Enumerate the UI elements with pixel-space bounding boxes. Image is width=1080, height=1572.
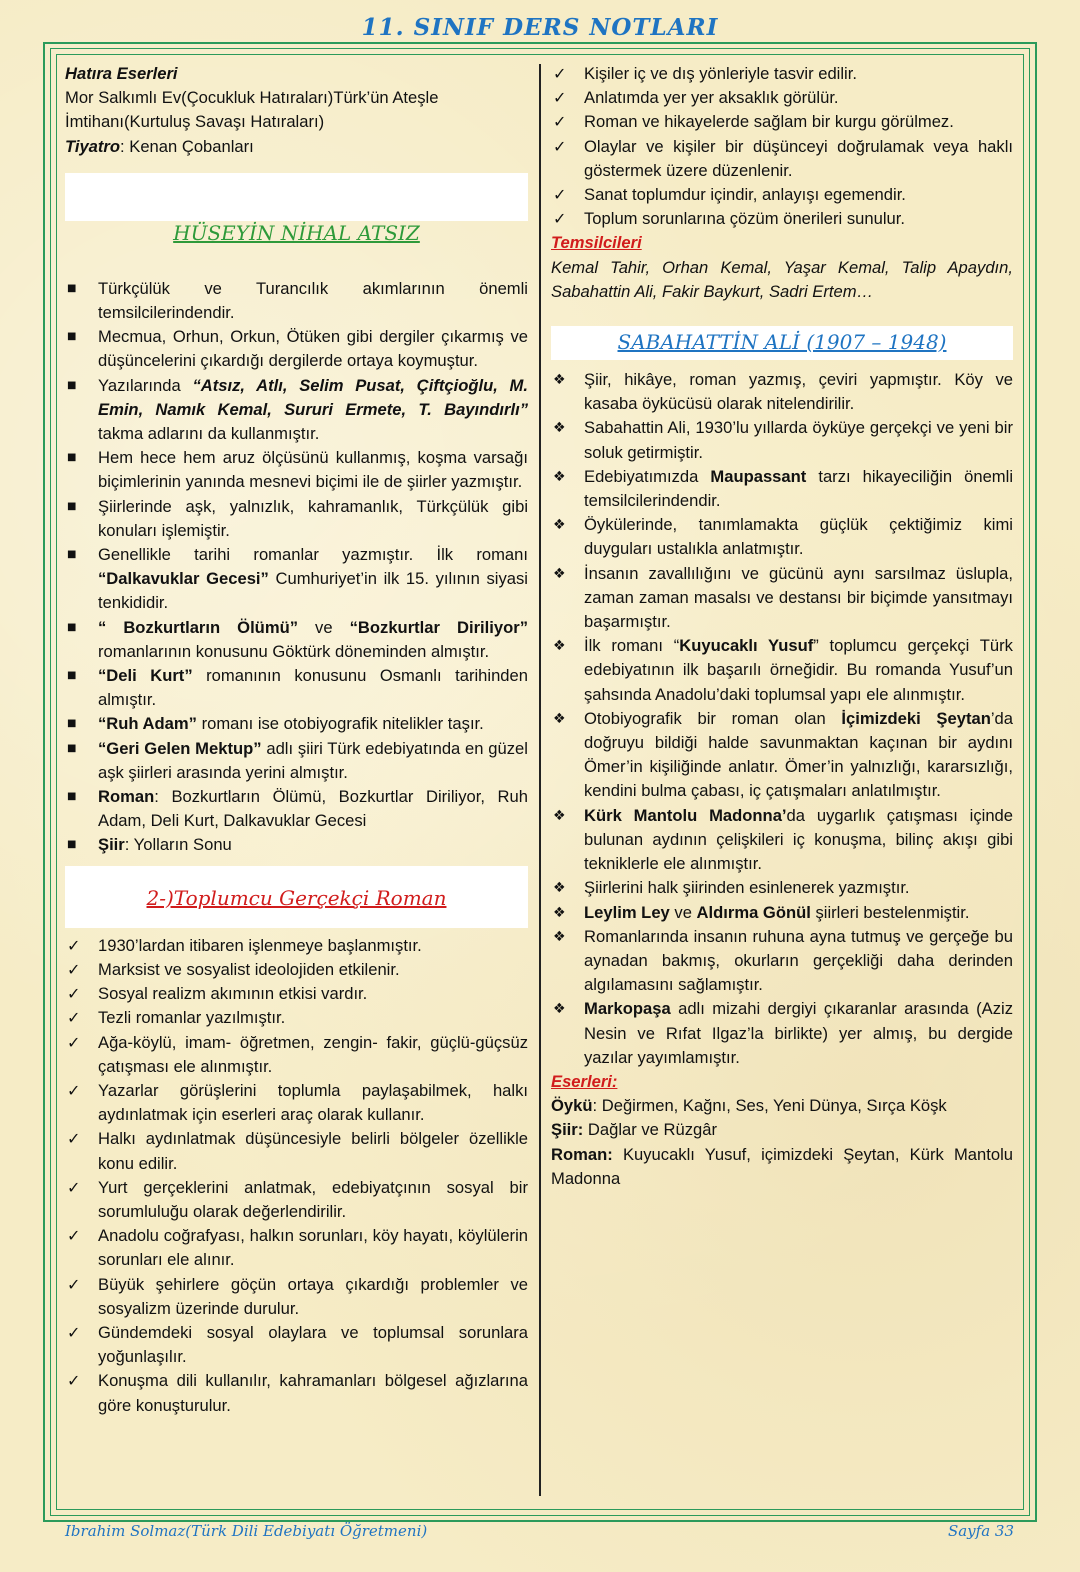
list-item: ❖ Romanlarında insanın ruhuna ayna tutmuş ve gerçeğe bu aynadan bakmış, okurların gerçekliği daha derinden algılamasını sağlamıştır. [553,926,1013,995]
tgr-title-box [65,866,528,928]
tgr-list [65,934,528,1418]
list-item: ■ Şiirlerinde aşk, yalnızlık, kahramanlık, Türkçülük gibi konuları işlemiştir. [67,496,528,540]
hatira-text: Mor Salkımlı Ev(Çocukluk Hatıraları)Türk’ün Ateşle İmtihanı(Kurtuluş Savaşı Hatıraları) [65,88,439,132]
oyku-line: Öykü: Değirmen, Kağnı, Ses, Yeni Dünya, Sırça Köşk [551,1096,947,1116]
footer-page-number: Sayfa 33 [947,1522,1014,1540]
list-item: ■ “Deli Kurt” romanının konusunu Osmanlı tarihinden almıştır. [67,666,528,710]
list-item: ❖ Edebiyatımızda Maupassant tarzı hikayeciliğin önemli temsilcilerindendir. [553,466,1014,511]
page-title: 11. SINIF DERS NOTLARI [361,14,719,41]
atsiz-list [65,277,528,858]
list-item: ✓ Olaylar ve kişiler bir düşünceyi doğrulamak veya haklı göstermek üzere düzenlenir. [553,136,1013,180]
list-item: ✓ Ağa-köylü, imam- öğretmen, zengin- fakir, güçlü-güçsüz çatışması ele alınmıştır. [67,1032,528,1076]
hatira-heading: Hatıra Eserleri [65,64,178,83]
siir-line: Şiir: Dağlar ve Rüzgâr [551,1120,718,1140]
right-column [551,62,1013,1191]
list-item: ✓ Sosyal realizm akımının etkisi vardır. [67,984,368,1004]
sabahattin-title: SABAHATTİN ALİ (1907 – 1948) [617,330,947,355]
list-item: ■ Genellikle tarihi romanlar yazmıştır. İlk romanı “Dalkavuklar Gecesi” Cumhuriyet’in ilk 15. yılının siyasi tenkididir. [67,545,528,613]
temsilciler-label: Temsilcileri [551,233,642,253]
list-item: ✓ Marksist ve sosyalist ideolojiden etkilenir. [67,959,400,979]
list-item: ✓ 1930’lardan itibaren işlenmeye başlanmıştır. [67,935,422,955]
eserleri-label: Eserleri: [551,1071,618,1091]
list-item: ■ Hem hece hem aruz ölçüsünü kullanmış, koşma varsağı biçimlerinin yanında mesnevi biçimi ile de şiirler yazmıştır. [67,448,528,492]
list-item: ❖ İlk romanı “Kuyucaklı Yusuf” toplumcu gerçekçi Türk edebiyatının ilk başarılı örneğidir. Bu romanda Yusuf’un şahsında Anadolu’daki toplumsal yapı ele alınmıştır. [553,636,1013,704]
tgr-title: 2-)Toplumcu Gerçekçi Roman [146,885,447,910]
spacer-box [65,173,528,221]
list-item: ■ Şiir: Yolların Sonu [67,835,232,855]
list-item: ✓ Büyük şehirlere göçün ortaya çıkardığı problemler ve sosyalizm üzerinde durulur. [67,1274,528,1318]
list-item: ❖ Öykülerinde, tanımlamakta güçlük çektiğimiz kimi duyguları ustalıkla anlatmıştır. [553,515,1013,559]
list-item: ✓ Gündemdeki sosyal olaylara ve toplumsal sorunlara yoğunlaşılır. [67,1322,528,1367]
list-item: ✓ Yazarlar görüşlerini toplumla paylaşabilmek, halkı aydınlatmak için eserleri araç olarak kullanır. [67,1080,528,1125]
footer-author: Ibrahim Solmaz(Türk Dili Edebiyatı Öğretmeni) [65,1522,428,1540]
list-item: ■ Mecmua, Orhun, Orkun, Ötüken gibi dergiler çıkarmış ve düşüncelerini çıkardığı dergilerde ortaya koymuştur. [67,327,528,371]
list-item: ■ Roman: Bozkurtların Ölümü, Bozkurtlar Diriliyor, Ruh Adam, Deli Kurt, Dalkavuklar Gecesi [67,787,528,831]
list-item: ❖ Markopaşa adlı mizahi dergiyi çıkaranlar arasında (Aziz Nesin ve Rıfat Ilgaz’la birlikte) yer almış, bu dergide yazılar yayımlamıştır. [553,999,1013,1067]
list-item: ■ “Geri Gelen Mektup” adlı şiiri Türk edebiyatında en güzel aşk şiirleri arasında yerini almıştır. [67,738,528,782]
list-item: ❖ İnsanın zavallılığını ve gücünü aynı sarsılmaz üslupla, zaman zaman masalsı ve destansı bir biçimde yansıtmayı başarmıştır. [553,563,1013,632]
list-item: ✓ Kişiler iç ve dış yönleriyle tasvir edilir. [553,64,857,83]
list-item: ✓ Konuşma dili kullanılır, kahramanları bölgesel ağızlarına göre konuşturulur. [67,1371,528,1415]
list-item: ❖ Otobiyografik bir roman olan İçimizdeki Şeytan’da doğruyu bildiği halde savunmaktan kaçınan bir aydını Ömer’in kişiliğinde anlatır. Ömer’in yalnızlığı, kararsızlığı, kendini bulma çabası, iç çatışmaları anlatılmıştır. [553,708,1013,801]
sabahattin-title-box [551,326,1013,360]
temsilciler-text: Kemal Tahir, Orhan Kemal, Yaşar Kemal, Talip Apaydın, Sabahattin Ali, Fakir Baykurt, Sadri Ertem… [551,257,1013,301]
list-item: ✓ Tezli romanlar yazılmıştır. [67,1008,286,1028]
tgr-list-continued [551,62,1013,231]
list-item: ✓ Anlatımda yer yer aksaklık görülür. [553,88,839,108]
list-item: ■ Türkçülük ve Turancılık akımlarının önemli temsilcilerindendir. [67,278,528,323]
atsiz-title: HÜSEYİN NİHAL ATSIZ [173,220,420,245]
tiyatro-label: Tiyatro [65,136,121,156]
list-item: ❖ Şiir, hikâye, roman yazmış, çeviri yapmıştır. Köy ve kasaba öykücüsü olarak nitelendirilir. [553,370,1013,414]
list-item: ✓ Toplum sorunlarına çözüm önerileri sunulur. [553,209,905,229]
list-item: ❖ Kürk Mantolu Madonna’da uygarlık çatışması içinde bulunan aydının çelişkileri iç konuşma, bilinç akışı gibi tekniklerle ele alınmıştır. [553,805,1014,874]
list-item: ■ “Ruh Adam” romanı ise otobiyografik nitelikler taşır. [67,714,484,734]
sabahattin-list [551,368,1013,1070]
list-item: ❖ Şiirlerini halk şiirinden esinlenerek yazmıştır. [553,878,910,898]
list-item: ■ Yazılarında “Atsız, Atlı, Selim Pusat, Çiftçioğlu, M. Emin, Namık Kemal, Sururi Ermete, T. Bayındırlı” takma adlarını da kullanmıştır. [67,375,528,444]
list-item: ✓ Sanat toplumdur içindir, anlayışı egemendir. [553,185,906,205]
tiyatro-text: : Kenan Çobanları [120,136,254,156]
list-item: ❖ Leylim Ley ve Aldırma Gönül şiirleri bestelenmiştir. [553,902,970,922]
list-item: ✓ Halkı aydınlatmak düşüncesiyle belirli bölgeler özellikle konu edilir. [67,1129,528,1173]
left-column [65,62,528,1418]
list-item: ■ “ Bozkurtların Ölümü” ve “Bozkurtlar Diriliyor” romanlarının konusunu Göktürk döneminden almıştır. [67,617,528,661]
column-divider [539,64,541,1496]
roman-line: Roman: Kuyucaklı Yusuf, içimizdeki Şeytan, Kürk Mantolu Madonna [551,1144,1013,1188]
list-item: ✓ Anadolu coğrafyası, halkın sorunları, köy hayatı, köylülerin sorunları ele alınır. [67,1226,528,1270]
list-item: ✓ Roman ve hikayelerde sağlam bir kurgu görülmez. [553,112,954,132]
list-item: ❖ Sabahattin Ali, 1930’lu yıllarda öyküye gerçekçi ve yeni bir soluk getirmiştir. [553,418,1013,462]
list-item: ✓ Yurt gerçeklerini anlatmak, edebiyatçının sosyal bir sorumluluğu olarak değerlendirilir. [67,1177,528,1221]
tiyatro-line [65,135,528,159]
